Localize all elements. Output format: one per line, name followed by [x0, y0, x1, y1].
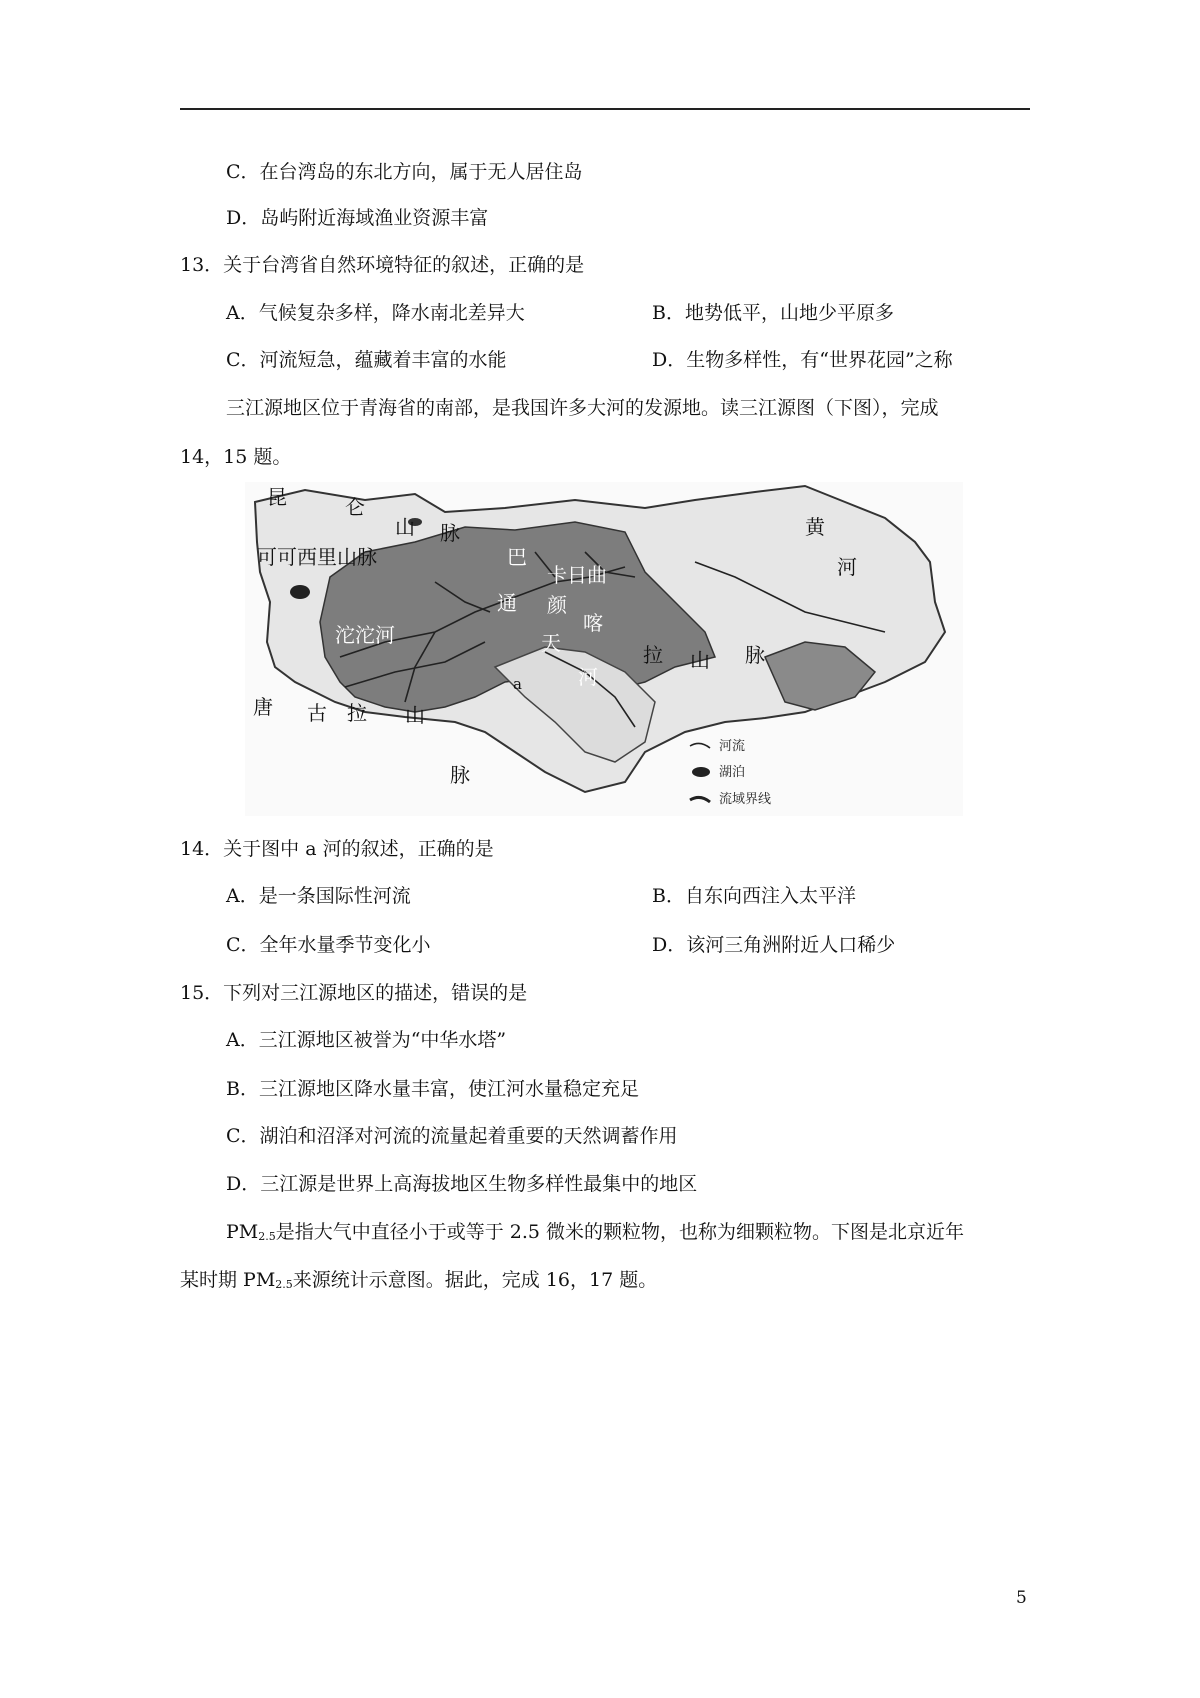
lake	[290, 585, 310, 599]
label-bayan-3: 喀	[583, 611, 603, 635]
q14-option-c: C．全年水量季节变化小	[226, 934, 431, 956]
label-bayan-4: 拉	[643, 643, 663, 667]
intro-sanjiangyuan-line2: 14，15 题。	[180, 446, 292, 468]
label-tanggula-5: 脉	[450, 763, 470, 787]
label-kunlun-1: 昆	[267, 485, 287, 509]
q13-option-a: A．气候复杂多样，降水南北差异大	[226, 302, 525, 324]
intro-pm25-line2-text: 来源统计示意图。据此，完成 16，17 题。	[292, 1269, 658, 1291]
label-huanghe-2: 河	[837, 555, 857, 579]
pm-subscript-2: 2.5	[275, 1278, 293, 1291]
q15-option-d: D．三江源是世界上高海拔地区生物多样性最集中的地区	[226, 1173, 698, 1195]
q12-option-d: D．岛屿附近海域渔业资源丰富	[226, 207, 489, 229]
legend-river: 河流	[719, 739, 746, 754]
label-tanggula-3: 拉	[347, 701, 367, 725]
label-kekexili: 可可西里山脉	[257, 545, 377, 569]
label-bayan-1: 巴	[507, 545, 527, 569]
q15-option-c: C．湖泊和沼泽对河流的流量起着重要的天然调蓄作用	[226, 1125, 678, 1147]
intro-pm25-line2-pre: 某时期 PM	[180, 1269, 276, 1291]
intro-sanjiangyuan-line1: 三江源地区位于青海省的南部，是我国许多大河的发源地。读三江源图（下图），完成	[226, 397, 939, 419]
legend-boundary: 流域界线	[719, 792, 772, 807]
q12-option-c: C．在台湾岛的东北方向，属于无人居住岛	[226, 161, 583, 183]
label-bayan-5: 山	[690, 648, 710, 672]
intro-pm25-line1	[226, 1220, 964, 1249]
intro-pm25-line1-text: 是指大气中直径小于或等于 2.5 微米的颗粒物，也称为细颗粒物。下图是北京近年	[275, 1221, 965, 1243]
label-tanggula-1: 唐	[253, 695, 273, 719]
label-river-a: a	[513, 675, 522, 693]
label-karequ: 卡日曲	[547, 563, 607, 587]
label-kunlun-2: 仑	[345, 495, 365, 519]
label-tongtian-1: 通	[497, 591, 517, 615]
pm-subscript: 2.5	[258, 1230, 276, 1243]
label-tongtian-2: 天	[541, 631, 561, 655]
q13-option-d: D．生物多样性，有“世界花园”之称	[652, 349, 953, 371]
label-kunlun-3: 山	[395, 515, 415, 539]
label-kunlun-4: 脉	[440, 521, 460, 545]
q14-option-a: A．是一条国际性河流	[226, 885, 411, 907]
q15-option-b: B．三江源地区降水量丰富，使江河水量稳定充足	[226, 1078, 639, 1100]
label-bayan-2: 颜	[547, 593, 567, 617]
header-rule	[180, 108, 1030, 110]
pm-label: PM	[226, 1221, 259, 1243]
q14-stem: 14．关于图中 a 河的叙述，正确的是	[180, 838, 494, 860]
q14-option-b: B．自东向西注入太平洋	[652, 885, 856, 907]
legend-lake-icon	[692, 767, 710, 777]
page-number: 5	[1016, 1588, 1027, 1608]
label-huanghe-1: 黄	[805, 515, 825, 539]
sanjiangyuan-map	[245, 482, 963, 816]
intro-pm25-line2	[180, 1268, 657, 1297]
q13-option-b: B．地势低平，山地少平原多	[652, 302, 894, 324]
label-tanggula-2: 古	[307, 701, 327, 725]
label-tuotuo: 沱沱河	[335, 623, 395, 647]
q13-stem: 13．关于台湾省自然环境特征的叙述，正确的是	[180, 254, 585, 276]
q15-option-a: A．三江源地区被誉为“中华水塔”	[226, 1029, 507, 1051]
label-tongtian-3: 河	[578, 665, 598, 689]
q13-option-c: C．河流短急，蕴藏着丰富的水能	[226, 349, 507, 371]
q14-option-d: D．该河三角洲附近人口稀少	[652, 934, 896, 956]
label-tanggula-4: 山	[405, 703, 425, 727]
q15-stem: 15．下列对三江源地区的描述，错误的是	[180, 982, 528, 1004]
legend-lake: 湖泊	[719, 765, 746, 780]
label-bayan-6: 脉	[745, 643, 765, 667]
